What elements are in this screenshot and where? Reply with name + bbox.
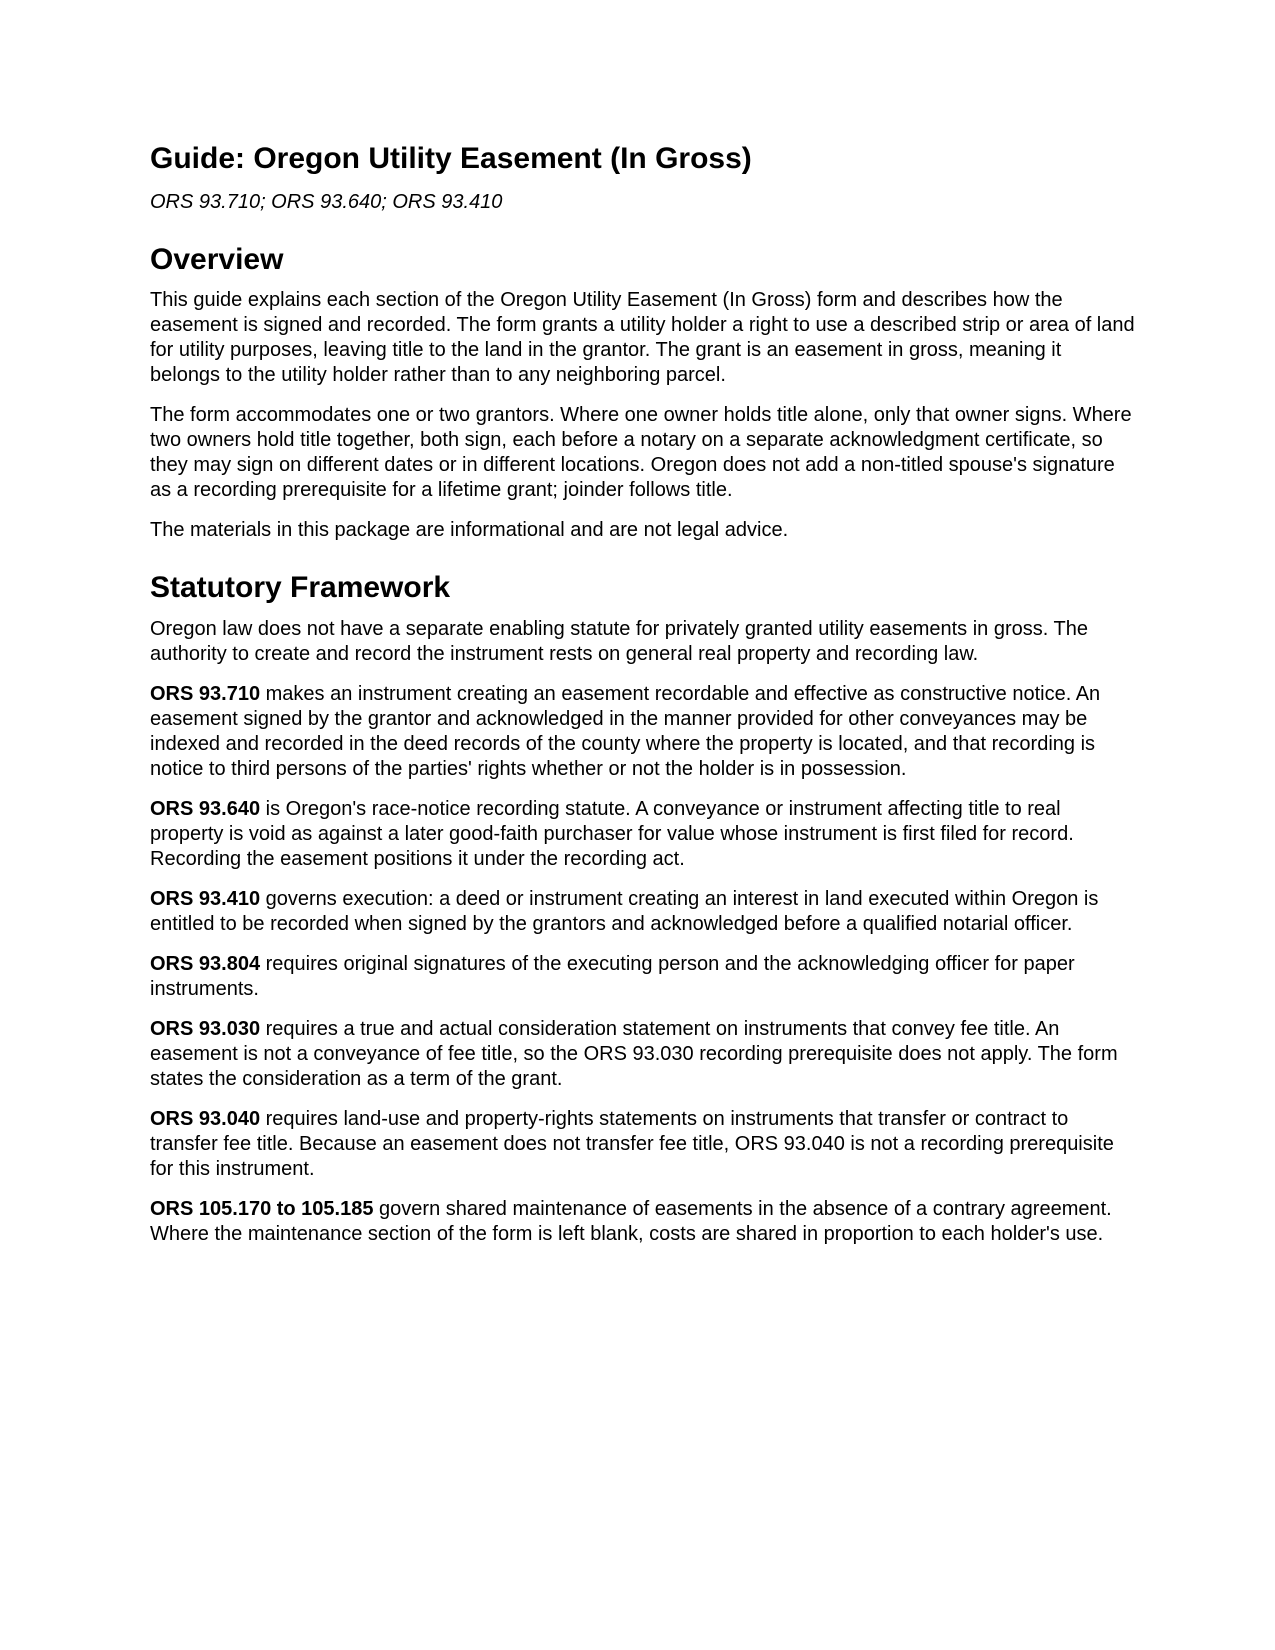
statutory-intro-paragraph: Oregon law does not have a separate enabling statute for privately granted utility easements in gross. The authority to create and record the instrument rests on general real property and recording law. (150, 617, 1088, 665)
document-title: Guide: Oregon Utility Easement (In Gross) (150, 142, 752, 175)
overview-paragraph: The form accommodates one or two grantors. Where one owner holds title alone, only that owner signs. Where two owners hold title together, both sign, each before a notary on a separate acknowledgment certificate, so they may sign on different dates or in different locations. Oregon does not add a non-titled spouse's signature as a recording prerequisite for a lifetime grant; joinder follows title. (150, 404, 1132, 501)
statute-reference: ORS 105.170 to 105.185 (150, 1197, 374, 1220)
statute-paragraph (150, 952, 1135, 1002)
overview-section (150, 241, 1135, 544)
statute-reference: ORS 93.040 (150, 1107, 261, 1130)
statute-citation: ORS 93.710; ORS 93.640; ORS 93.410 (150, 190, 503, 213)
statute-paragraph (150, 1017, 1135, 1092)
statute-reference: ORS 93.804 (150, 952, 261, 975)
statute-description: govern shared maintenance of easements in the absence of a contrary agreement. Where the maintenance section of the form is left blank, costs are shared in proportion to each holder's use. (150, 1197, 1112, 1245)
document-page (150, 140, 1135, 1247)
statute-reference: ORS 93.030 (150, 1017, 261, 1040)
statute-description: governs execution: a deed or instrument creating an interest in land executed within Oregon is entitled to be recorded when signed by the grantors and acknowledged before a qualified notarial officer. (150, 887, 1099, 935)
statutory-framework-section (150, 569, 1135, 1247)
statute-description: requires original signatures of the executing person and the acknowledging officer for paper instruments. (150, 952, 1075, 1000)
statute-description: is Oregon's race-notice recording statute. A conveyance or instrument affecting title to real property is void as against a later good-faith purchaser for value whose instrument is first filed for record. Recording the easement positions it under the recording act. (150, 797, 1074, 870)
statutory-framework-heading: Statutory Framework (150, 571, 451, 604)
overview-paragraph: The materials in this package are informational and are not legal advice. (150, 519, 789, 541)
statute-paragraph (150, 797, 1135, 872)
statute-paragraph (150, 682, 1135, 782)
statute-paragraph (150, 887, 1135, 937)
overview-paragraph: This guide explains each section of the Oregon Utility Easement (In Gross) form and describes how the easement is signed and recorded. The form grants a utility holder a right to use a described strip or area of land for utility purposes, leaving title to the land in the grantor. The grant is an easement in gross, meaning it belongs to the utility holder rather than to any neighboring parcel. (150, 289, 1135, 386)
statute-description: requires land-use and property-rights statements on instruments that transfer or contract to transfer fee title. Because an easement does not transfer fee title, ORS 93.040 is not a recording prerequisite for this instrument. (150, 1107, 1114, 1180)
statute-reference: ORS 93.640 (150, 797, 261, 820)
statute-reference: ORS 93.410 (150, 887, 261, 910)
statute-paragraph (150, 1197, 1135, 1247)
statute-description: makes an instrument creating an easement recordable and effective as constructive notice. An easement signed by the grantor and acknowledged in the manner provided for other conveyances may be indexed and recorded in the deed records of the county where the property is located, and that recording is notice to third persons of the parties' rights whether or not the holder is in possession. (150, 682, 1101, 780)
overview-heading: Overview (150, 242, 284, 276)
statute-description: requires a true and actual consideration statement on instruments that convey fee title. An easement is not a conveyance of fee title, so the ORS 93.030 recording prerequisite does not apply. The form states the consideration as a term of the grant. (150, 1017, 1118, 1090)
statute-reference: ORS 93.710 (150, 682, 261, 705)
statute-paragraph (150, 1107, 1135, 1182)
